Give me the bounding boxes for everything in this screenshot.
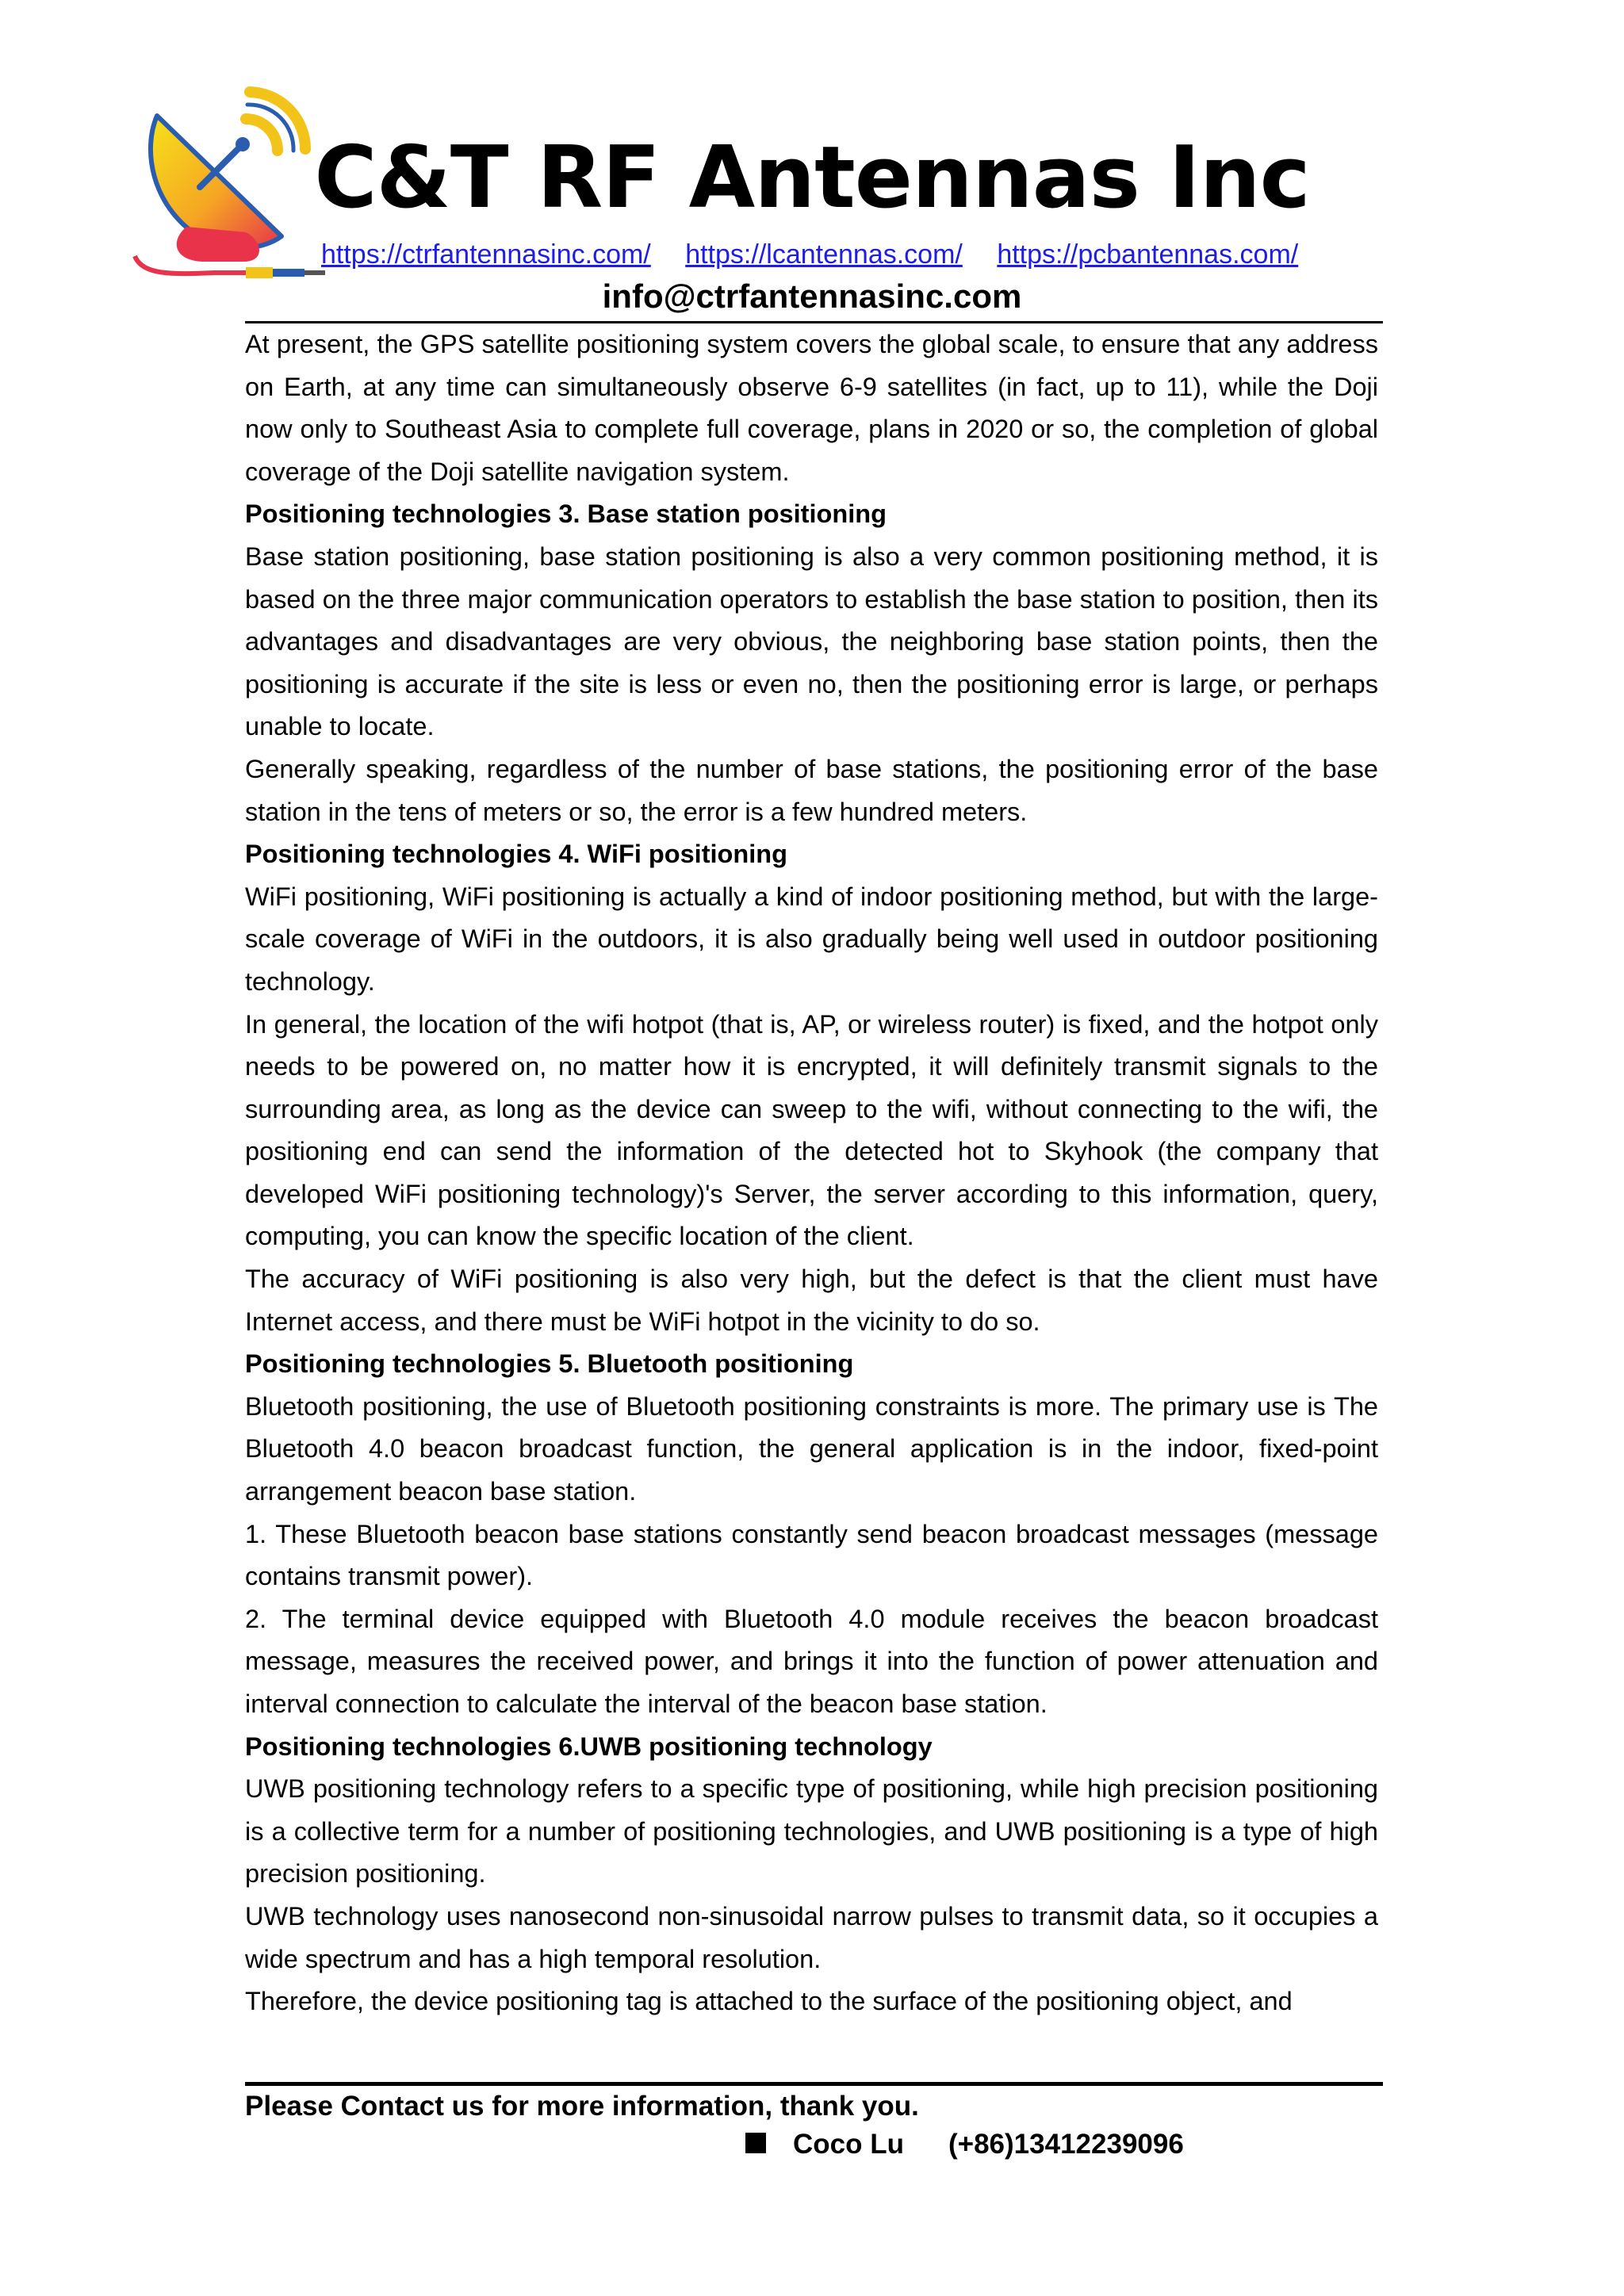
paragraph: UWB technology uses nanosecond non-sinusoidal narrow pulses to transmit data, so it occupies a wide spectrum and has a high temporal resolution.: [245, 1901, 1378, 1973]
section-heading: Positioning technologies 5. Bluetooth positioning: [245, 1349, 854, 1379]
section-heading: Positioning technologies 6.UWB positioning technology: [245, 1732, 933, 1761]
article-body: [245, 323, 1378, 2023]
footer-note: Please Contact us for more information, thank you.: [245, 2091, 919, 2122]
contact-phone: (+86)13412239096: [948, 2129, 1184, 2160]
section-heading: Positioning technologies 3. Base station positioning: [245, 499, 887, 529]
link-ctrfantennasinc[interactable]: https://ctrfantennasinc.com/: [321, 239, 651, 270]
contact-line: [745, 2125, 1184, 2164]
paragraph: Generally speaking, regardless of the number of base stations, the positioning error of the base station in the tens of meters or so, the error is a few hundred meters.: [245, 754, 1378, 826]
contact-email: info@ctrfantennasinc.com: [602, 277, 1022, 315]
paragraph: UWB positioning technology refers to a specific type of positioning, while high precision positioning is a collective term for a number of positioning technologies, and UWB positioning is a type of high precision positioning.: [245, 1774, 1378, 1888]
paragraph: The accuracy of WiFi positioning is also very high, but the defect is that the client must have Internet access, and there must be WiFi hotpot in the vicinity to do so.: [245, 1265, 1378, 1336]
paragraph: 1. These Bluetooth beacon base stations constantly send beacon broadcast messages (message contains transmit power).: [245, 1519, 1378, 1591]
company-name: C&T RF Antennas Inc: [314, 128, 1310, 228]
contact-name: Coco Lu: [793, 2129, 904, 2160]
link-lcantennas[interactable]: https://lcantennas.com/: [685, 239, 963, 270]
section-heading: Positioning technologies 4. WiFi positioning: [245, 840, 787, 869]
paragraph: At present, the GPS satellite positioning system covers the global scale, to ensure that any address on Earth, at any time can simultaneously observe 6-9 satellites (in fact, up to 11), while the Doji now only to Southeast Asia to complete full coverage, plans in 2020 or so, the completion of global coverage of the Doji satellite navigation system.: [245, 330, 1378, 486]
footer-divider: [245, 2082, 1383, 2086]
paragraph: Therefore, the device positioning tag is attached to the surface of the positioning object, and: [245, 1987, 1293, 2016]
website-links: [321, 236, 1400, 273]
paragraph: Base station positioning, base station positioning is also a very common positioning method, it is based on the three major communication operators to establish the base station to position, then its advantages and disadvantages are very obvious, the neighboring base station points, then the positioning is accurate if the site is less or even no, then the positioning error is large, or perhaps unable to locate.: [245, 541, 1378, 741]
paragraph: 2. The terminal device equipped with Bluetooth 4.0 module receives the beacon broadcast message, measures the received power, and brings it into the function of power attenuation and interval connection to calculate the interval of the beacon base station.: [245, 1604, 1378, 1718]
link-pcbantennas[interactable]: https://pcbantennas.com/: [997, 239, 1299, 270]
square-bullet-icon: [745, 2133, 766, 2153]
paragraph: Bluetooth positioning, the use of Bluetooth positioning constraints is more. The primary use is The Bluetooth 4.0 beacon broadcast function, the general application is in the indoor, fixed-point arrangement beacon base station.: [245, 1391, 1378, 1506]
paragraph: WiFi positioning, WiFi positioning is actually a kind of indoor positioning method, but with the large-scale coverage of WiFi in the outdoors, it is also gradually being well used in outdoor positioning technology.: [245, 882, 1378, 996]
paragraph: In general, the location of the wifi hotpot (that is, AP, or wireless router) is fixed, and the hotpot only needs to be powered on, no matter how it is encrypted, it will definitely transmit signals to the surrounding area, as long as the device can sweep to the wifi, without connecting to the wifi, the positioning end can send the information of the detected hot to Skyhook (the company that developed WiFi positioning technology)'s Server, the server according to this information, query, computing, you can know the specific location of the client.: [245, 1009, 1378, 1251]
